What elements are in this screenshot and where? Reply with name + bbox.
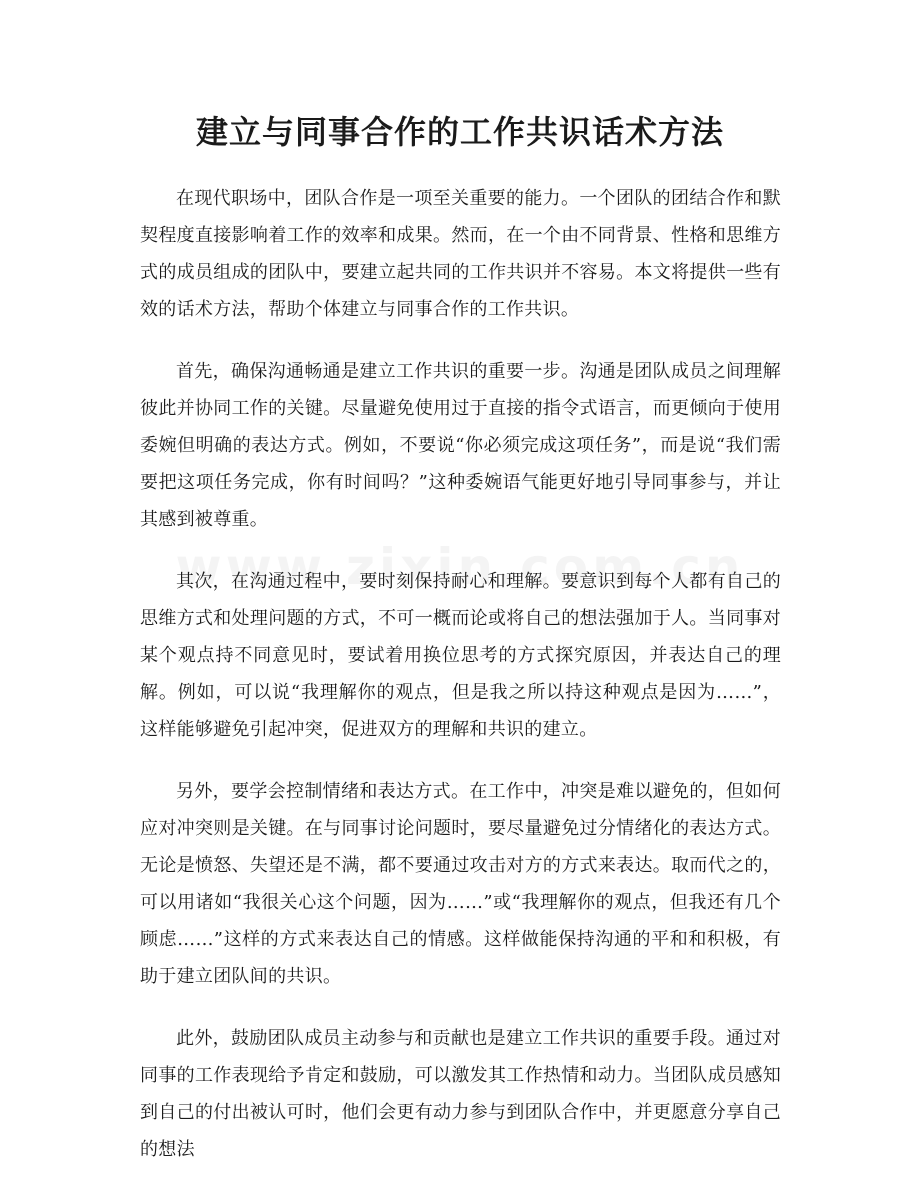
paragraph-4: 另外，要学会控制情绪和表达方式。在工作中，冲突是难以避免的，但如何应对冲突则是关键。在与同事讨论问题时，要尽量避免过分情绪化的表达方式。无论是愤怒、失望还是不满，都不要通过攻击对方的方式来表达。取而代之的，可以用诸如“我很关心这个问题，因为……”或“我理解你的观点，但我还有几个顾虑……”这样的方式来表达自己的情感。这样做能保持沟通的平和和积极，有助于建立团队间的共识。 (140, 781, 781, 987)
document-title: 建立与同事合作的工作共识话术方法 (195, 113, 724, 151)
paragraph-1: 在现代职场中，团队合作是一项至关重要的能力。一个团队的团结合作和默契程度直接影响着工作的效率和成果。然而，在一个由不同背景、性格和思维方式的成员组成的团队中，要建立起共同的工作共识并不容易。本文将提供一些有效的话术方法，帮助个体建立与同事合作的工作共识。 (140, 188, 781, 320)
paragraph-3: 其次，在沟通过程中，要时刻保持耐心和理解。要意识到每个人都有自己的思维方式和处理问题的方式，不可一概而论或将自己的想法强加于人。当同事对某个观点持不同意见时，要试着用换位思考的方式探究原因，并表达自己的理解。例如，可以说“我理解你的观点，但是我之所以持这种观点是因为……”，这样能够避免引起冲突，促进双方的理解和共识的建立。 (140, 571, 781, 740)
document-body (140, 180, 781, 1193)
paragraph-2: 首先，确保沟通畅通是建立工作共识的重要一步。沟通是团队成员之间理解彼此并协同工作的关键。尽量避免使用过于直接的指令式语言，而更倾向于使用委婉但明确的表达方式。例如，不要说“你必须完成这项任务”，而是说“我们需要把这项任务完成，你有时间吗？”这种委婉语气能更好地引导同事参与，并让其感到被尊重。 (140, 361, 781, 530)
paragraph-5: 此外，鼓励团队成员主动参与和贡献也是建立工作共识的重要手段。通过对同事的工作表现给予肯定和鼓励，可以激发其工作热情和动力。当团队成员感知到自己的付出被认可时，他们会更有动力参与到团队合作中，并更愿意分享自己的想法 (140, 1028, 781, 1160)
